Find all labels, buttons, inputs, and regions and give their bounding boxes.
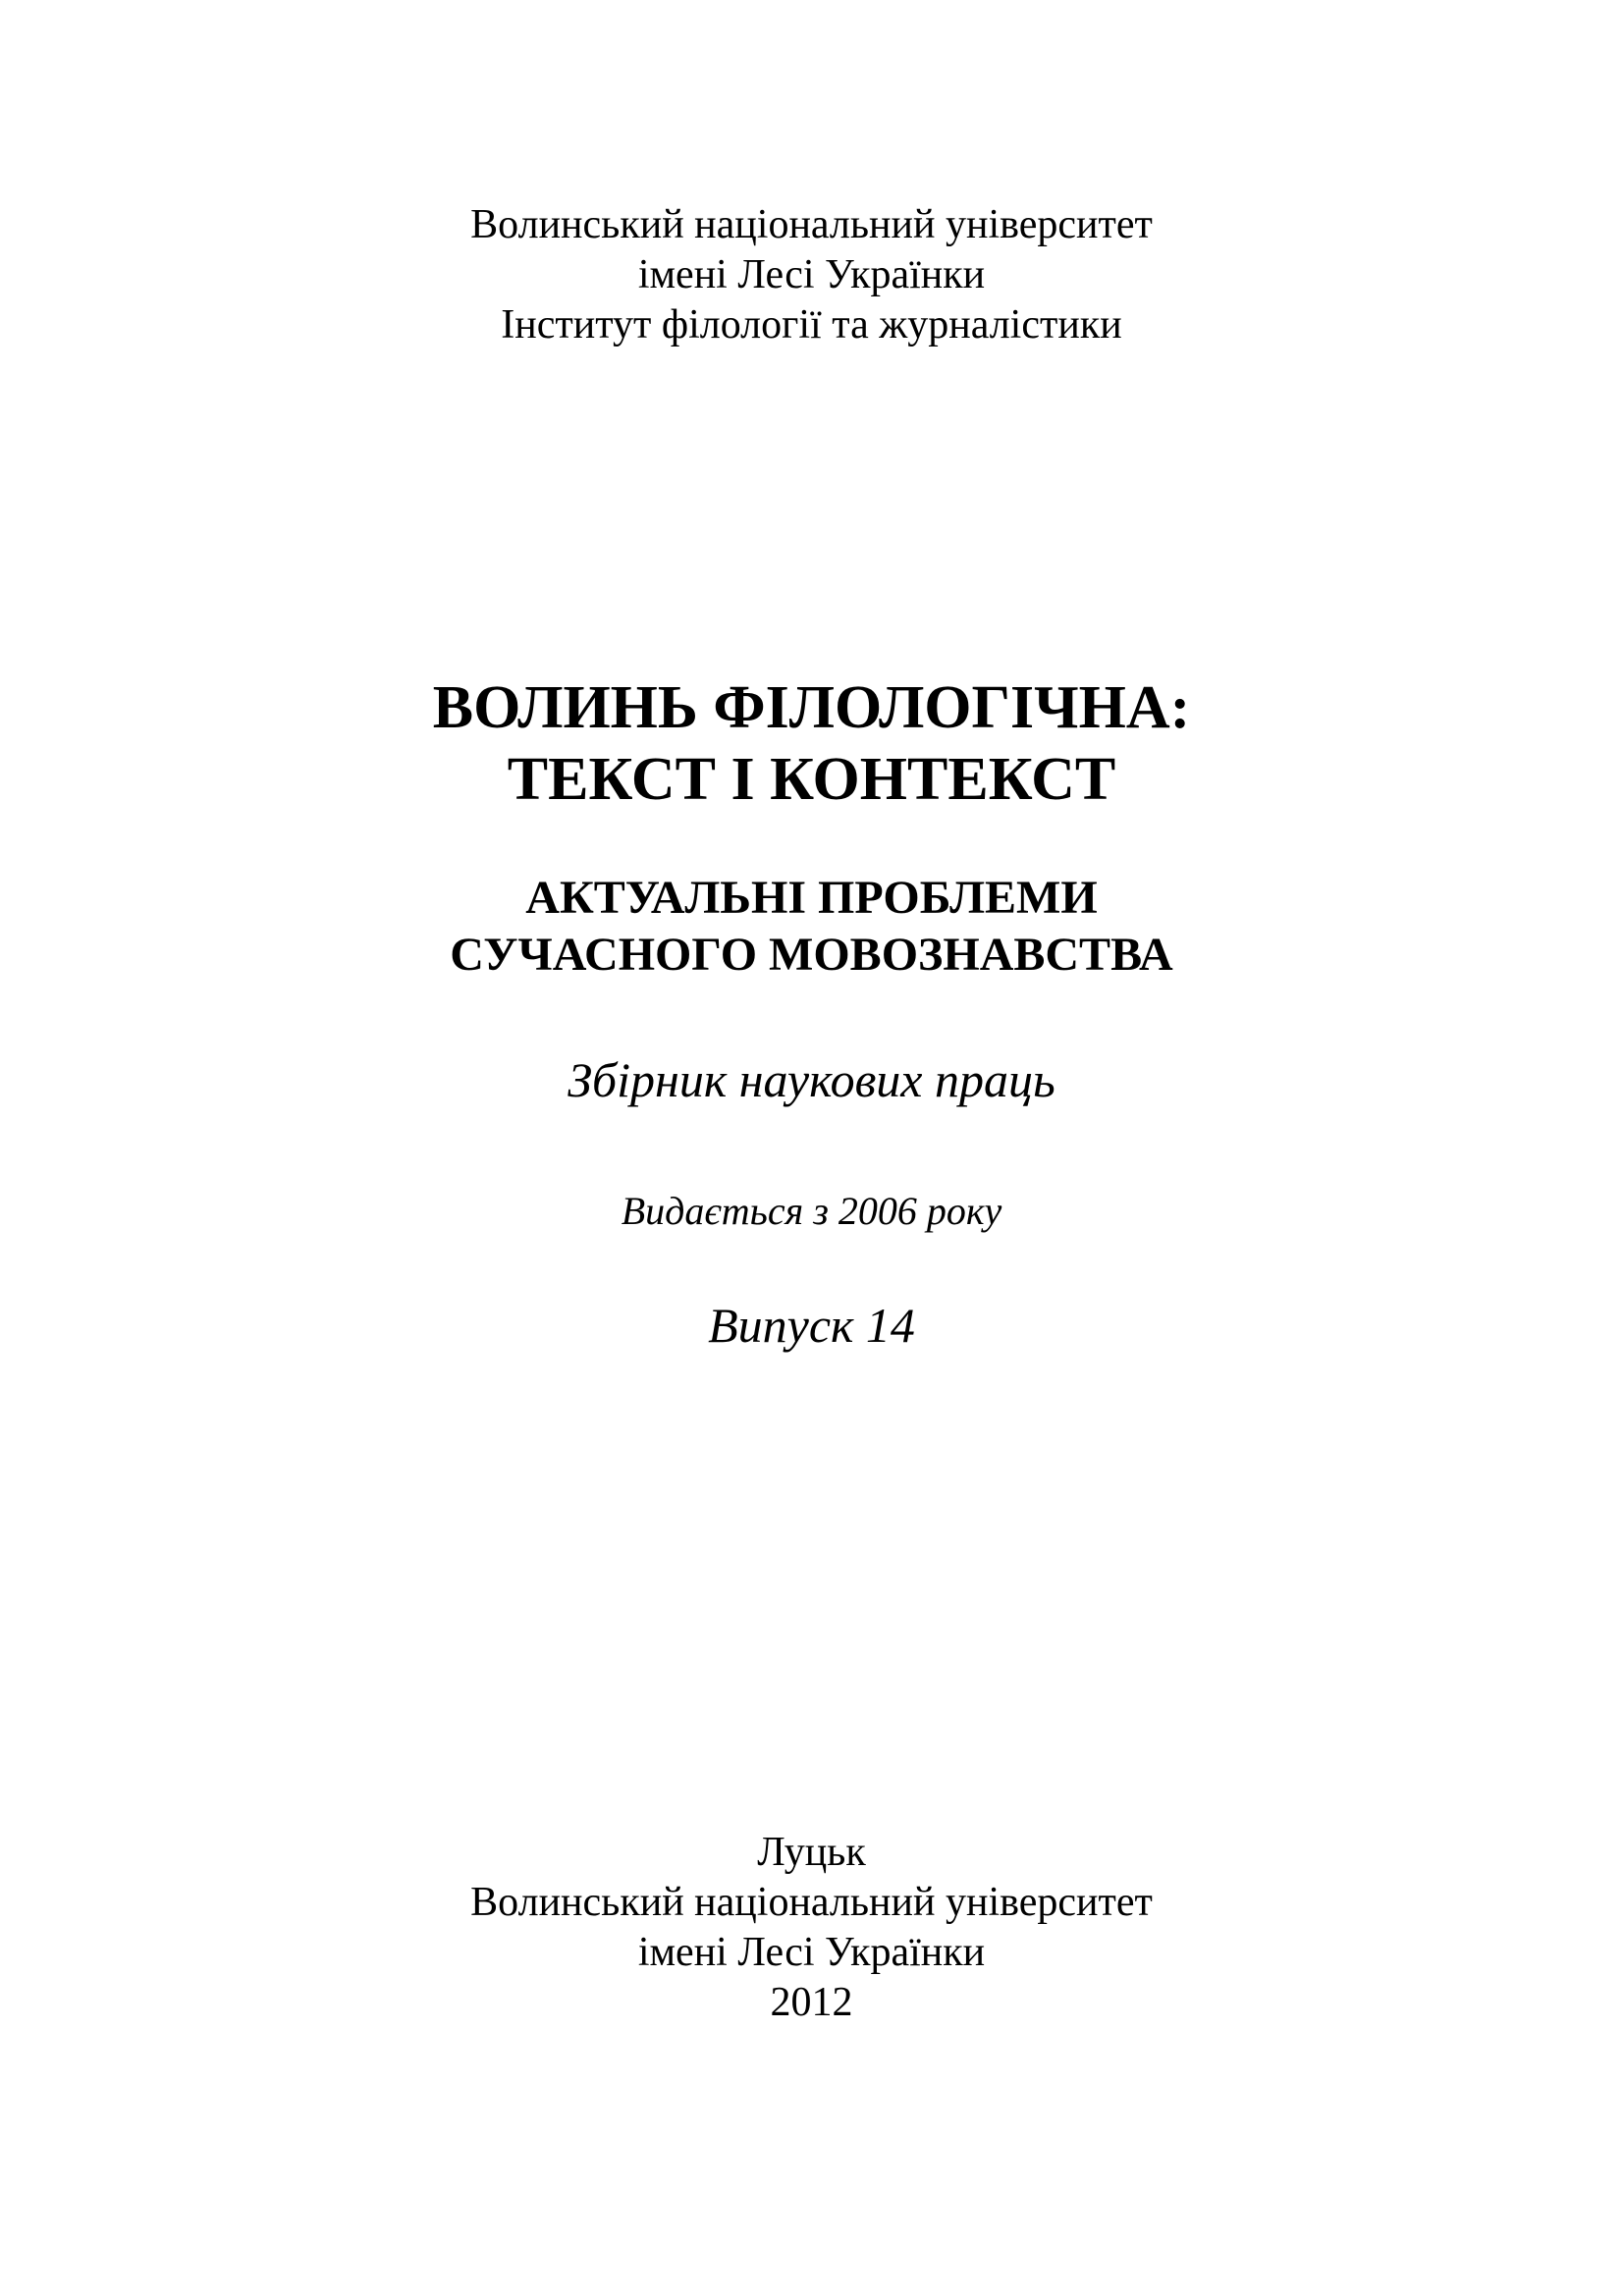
imprint xyxy=(0,1828,1623,2028)
subtitle xyxy=(0,870,1623,984)
imprint-year: 2012 xyxy=(770,1980,853,2025)
university-honorific: імені Лесі Українки xyxy=(637,252,986,297)
university-name: Волинський національний університет xyxy=(470,202,1153,247)
main-title xyxy=(0,672,1623,816)
main-title-line-1: ВОЛИНЬ ФІЛОЛОГІЧНА: xyxy=(432,674,1191,741)
institute-name: Інститут філології та журналістики xyxy=(501,302,1122,347)
published-since-text: Видається з 2006 року xyxy=(621,1189,1002,1233)
imprint-publisher: Волинський національний університет xyxy=(470,1880,1153,1925)
issue-number-text: Випуск 14 xyxy=(708,1298,915,1353)
main-title-line-2: ТЕКСТ І КОНТЕКСТ xyxy=(507,746,1116,813)
imprint-city: Луцьк xyxy=(757,1830,866,1875)
imprint-publisher-honorific: імені Лесі Українки xyxy=(637,1930,986,1975)
issue-number xyxy=(0,1296,1623,1355)
collection-type xyxy=(0,1050,1623,1109)
subtitle-line-1: АКТУАЛЬНІ ПРОБЛЕМИ xyxy=(525,872,1098,924)
subtitle-line-2: СУЧАСНОГО МОВОЗНАВСТВА xyxy=(450,929,1173,981)
institution-header xyxy=(0,200,1623,350)
published-since xyxy=(0,1188,1623,1235)
collection-type-text: Збірник наукових праць xyxy=(568,1052,1055,1107)
